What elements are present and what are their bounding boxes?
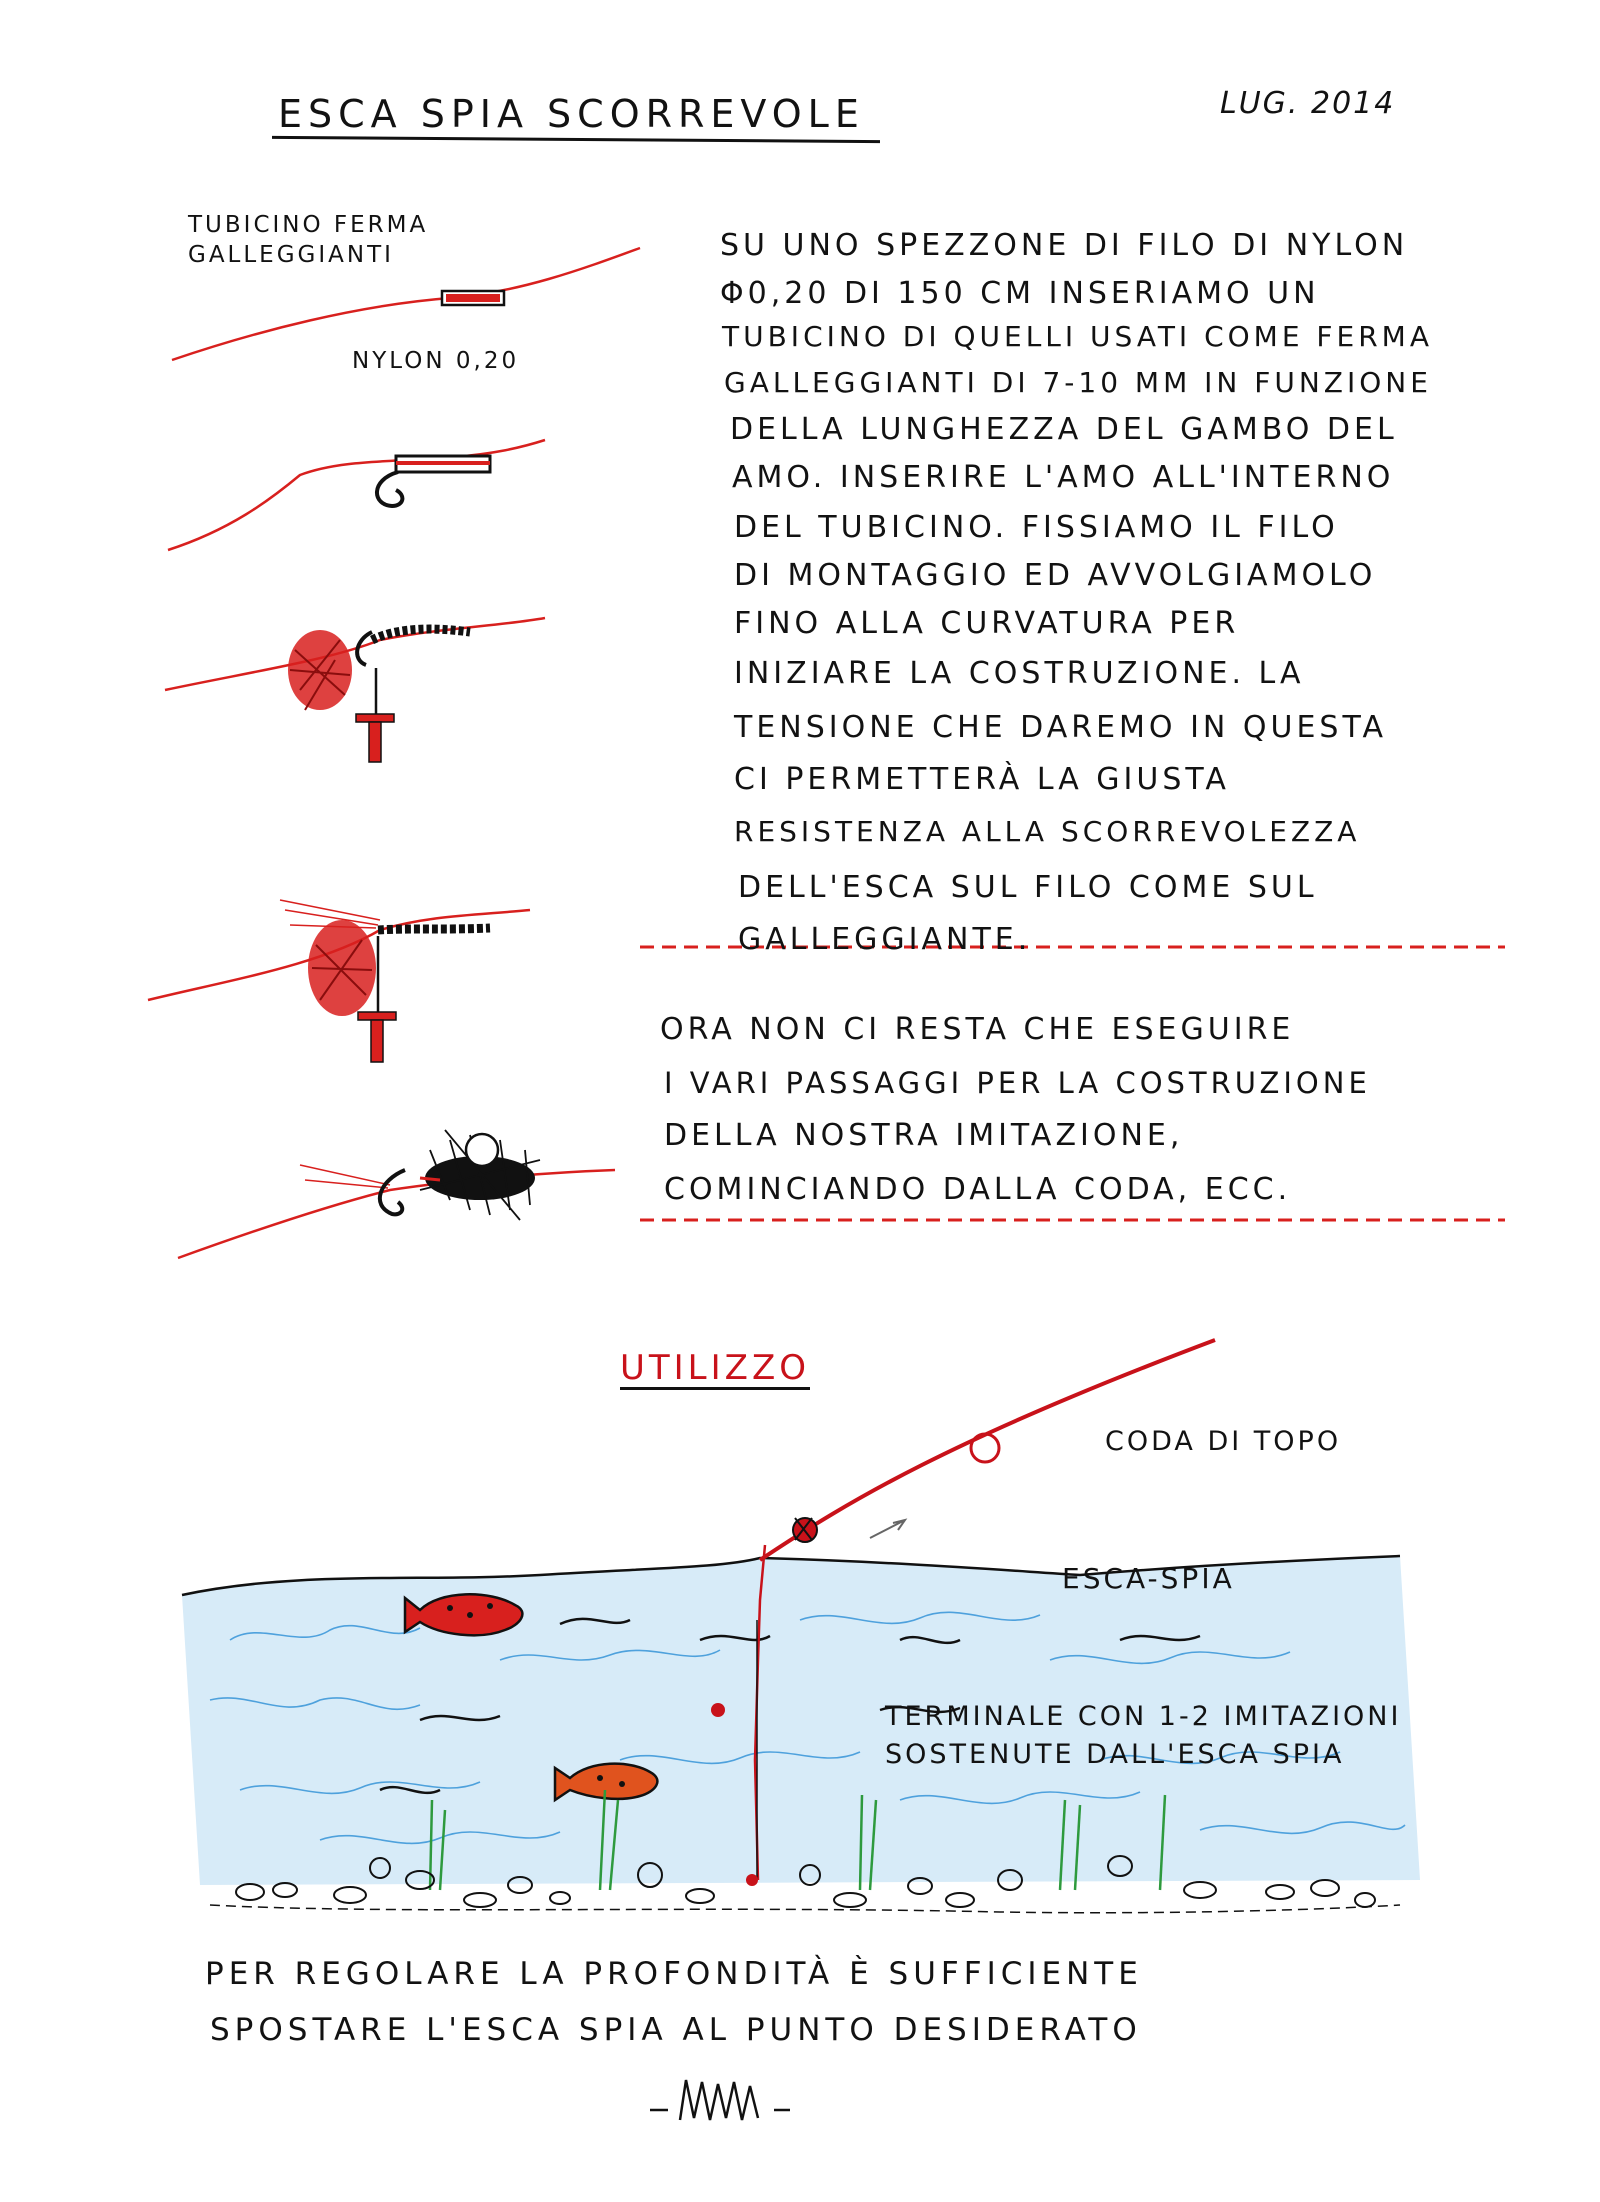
description-line: GALLEGGIANTI DI 7-10 MM IN FUNZIONE [724, 366, 1432, 399]
note-line: ORA NON CI RESTA CHE ESEGUIRE [660, 1012, 1295, 1047]
description-line: AMO. INSERIRE L'AMO ALL'INTERNO [732, 460, 1395, 495]
usage-heading: UTILIZZO [620, 1348, 810, 1388]
label-tube: TUBICINO FERMA GALLEGGIANTI [188, 212, 429, 268]
step5-finished-fly-drawing [178, 1130, 615, 1258]
description-line: RESISTENZA ALLA SCORREVOLEZZA [734, 815, 1361, 848]
description-line: DEL TUBICINO. FISSIAMO IL FILO [734, 510, 1339, 545]
note-line: I VARI PASSAGGI PER LA COSTRUZIONE [664, 1066, 1371, 1100]
description-line: DI MONTAGGIO ED AVVOLGIAMOLO [734, 558, 1377, 593]
step2-hook-in-tube-drawing [168, 440, 545, 550]
label-leader: TERMINALE CON 1-2 IMITAZIONI SOSTENUTE DALL'ESCA SPIA [885, 1701, 1402, 1770]
description-line: Φ0,20 DI 150 CM INSERIAMO UN [720, 276, 1320, 311]
description-line: TUBICINO DI QUELLI USATI COME FERMA [722, 320, 1433, 353]
description-line: GALLEGGIANTE. [738, 922, 1032, 957]
step4-body-drawing [148, 900, 530, 1062]
label-spy-bait: ESCA-SPIA [1062, 1562, 1235, 1595]
description-line: FINO ALLA CURVATURA PER [734, 606, 1240, 641]
date-label: LUG. 2014 [1220, 86, 1396, 121]
note-line: DELLA NOSTRA IMITAZIONE, [664, 1118, 1184, 1153]
note-line: COMINCIANDO DALLA CODA, ECC. [664, 1172, 1292, 1207]
step3-tail-drawing [165, 618, 545, 762]
footer-line: PER REGOLARE LA PROFONDITÀ È SUFFICIENTE [205, 1956, 1143, 1992]
description-line: INIZIARE LA COSTRUZIONE. LA [734, 656, 1305, 691]
description-line: CI PERMETTERÀ LA GIUSTA [734, 762, 1230, 797]
footer-line: SPOSTARE L'ESCA SPIA AL PUNTO DESIDERATO [210, 2012, 1142, 2048]
description-line: DELLA LUNGHEZZA DEL GAMBO DEL [730, 412, 1398, 447]
page-title: ESCA SPIA SCORREVOLE [278, 92, 865, 136]
description-line: DELL'ESCA SUL FILO COME SUL [738, 870, 1318, 905]
description-line: TENSIONE CHE DAREMO IN QUESTA [734, 710, 1387, 745]
label-fly-line: CODA DI TOPO [1105, 1426, 1342, 1457]
description-line: SU UNO SPEZZONE DI FILO DI NYLON [720, 228, 1409, 263]
signature-scribble [650, 2080, 790, 2120]
label-nylon: NYLON 0,20 [352, 348, 520, 374]
